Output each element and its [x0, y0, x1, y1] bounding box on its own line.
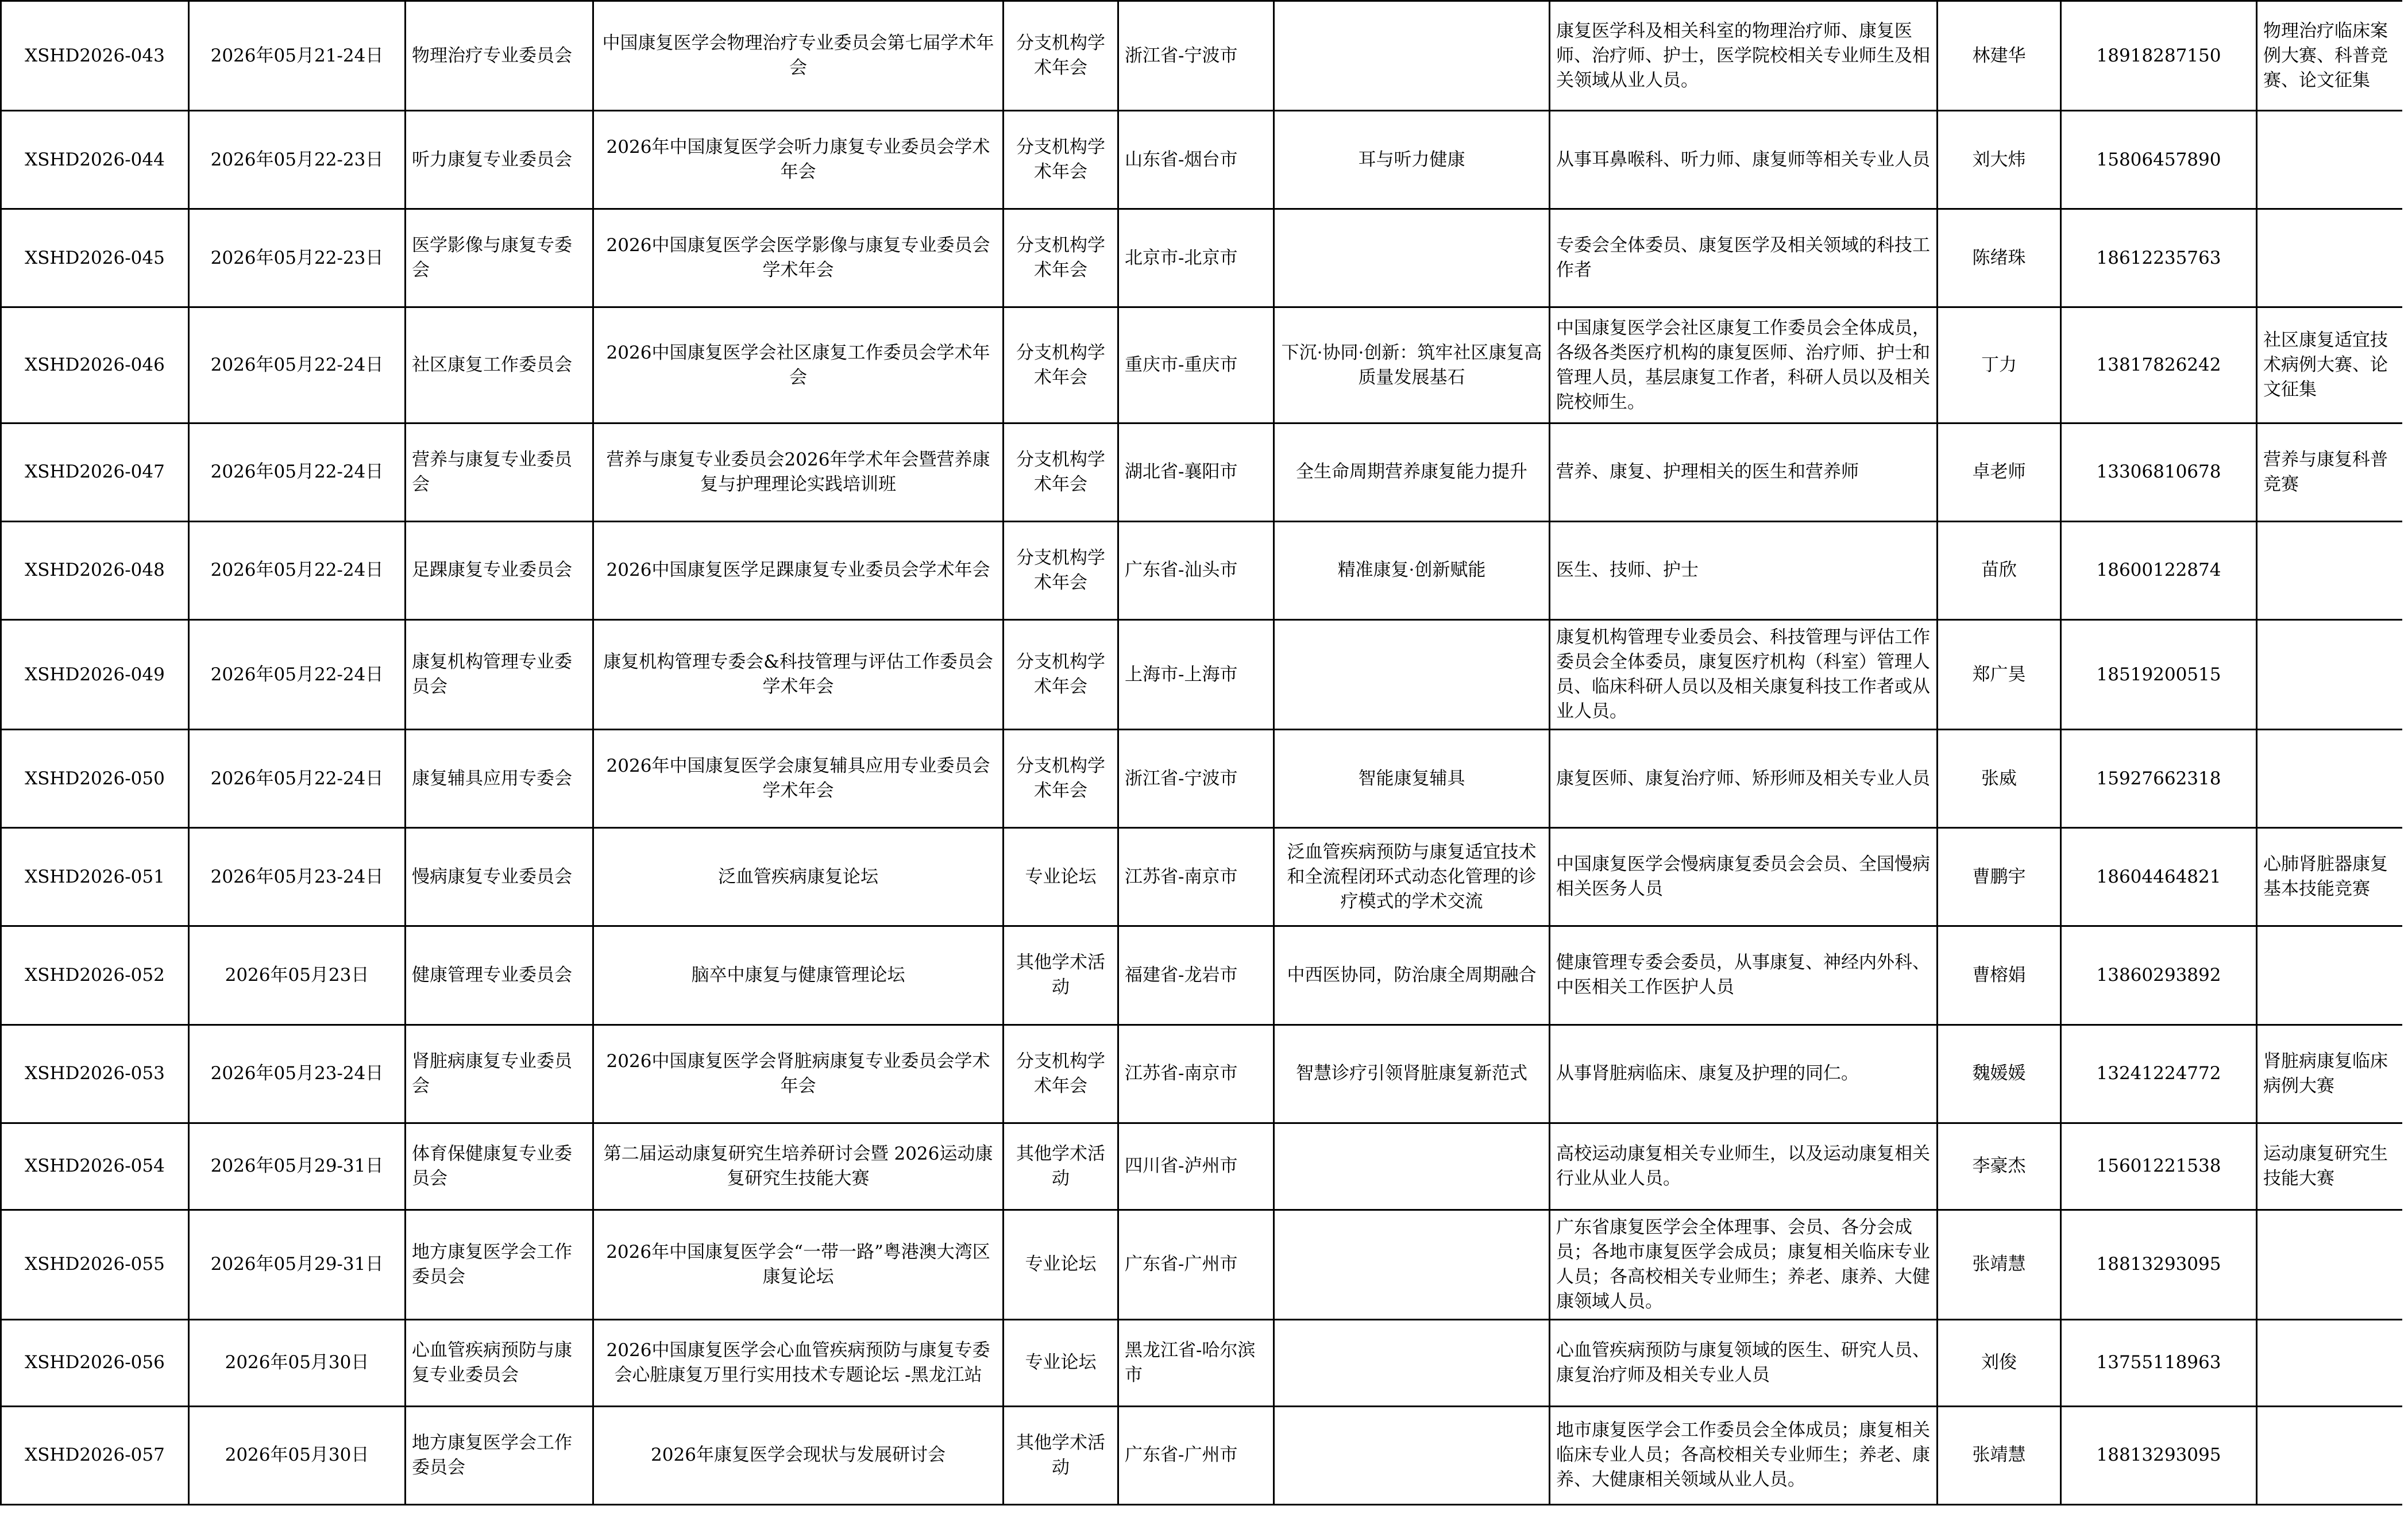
contact-person-cell: 刘大炜	[1938, 111, 2061, 209]
activity-type-cell: 分支机构学术年会	[1004, 1025, 1118, 1123]
activity-code-cell: XSHD2026-054	[1, 1123, 189, 1210]
theme-cell	[1274, 209, 1550, 307]
contact-person-cell: 郑广昊	[1938, 619, 2061, 729]
related-activities-cell	[2257, 1406, 2402, 1504]
contact-person-cell: 李豪杰	[1938, 1123, 2061, 1210]
contact-person-cell: 卓老师	[1938, 423, 2061, 521]
organizer-cell: 康复机构管理专业委员会	[406, 619, 593, 729]
contact-phone-cell: 15927662318	[2061, 730, 2257, 828]
activity-name-cell: 2026年康复医学会现状与发展研讨会	[593, 1406, 1004, 1504]
table-body	[1, 1, 2402, 1505]
theme-cell	[1274, 1319, 1550, 1406]
activity-code-cell: XSHD2026-055	[1, 1210, 189, 1319]
contact-person-cell: 张靖慧	[1938, 1406, 2061, 1504]
activity-name-cell: 脑卒中康复与健康管理论坛	[593, 926, 1004, 1025]
related-activities-cell	[2257, 521, 2402, 619]
activity-name-cell: 康复机构管理专委会&科技管理与评估工作委员会学术年会	[593, 619, 1004, 729]
theme-cell	[1274, 1, 1550, 111]
activity-date-cell: 2026年05月30日	[189, 1319, 406, 1406]
contact-phone-cell: 13860293892	[2061, 926, 2257, 1025]
organizer-cell: 社区康复工作委员会	[406, 307, 593, 423]
contact-phone-cell: 18612235763	[2061, 209, 2257, 307]
activity-name-cell: 2026中国康复医学会医学影像与康复专业委员会学术年会	[593, 209, 1004, 307]
activity-date-cell: 2026年05月23日	[189, 926, 406, 1025]
activity-type-cell: 分支机构学术年会	[1004, 307, 1118, 423]
location-cell: 广东省-广州市	[1118, 1406, 1274, 1504]
related-activities-cell: 营养与康复科普竞赛	[2257, 423, 2402, 521]
theme-cell: 精准康复·创新赋能	[1274, 521, 1550, 619]
activity-type-cell: 专业论坛	[1004, 1210, 1118, 1319]
theme-cell: 全生命周期营养康复能力提升	[1274, 423, 1550, 521]
related-activities-cell: 心肺肾脏器康复基本技能竞赛	[2257, 828, 2402, 926]
organizer-cell: 肾脏病康复专业委员会	[406, 1025, 593, 1123]
location-cell: 浙江省-宁波市	[1118, 1, 1274, 111]
table-row	[1, 619, 2402, 729]
organizer-cell: 慢病康复专业委员会	[406, 828, 593, 926]
contact-person-cell: 苗欣	[1938, 521, 2061, 619]
related-activities-cell	[2257, 209, 2402, 307]
location-cell: 北京市-北京市	[1118, 209, 1274, 307]
contact-person-cell: 张威	[1938, 730, 2061, 828]
contact-person-cell: 魏媛媛	[1938, 1025, 2061, 1123]
theme-cell: 耳与听力健康	[1274, 111, 1550, 209]
contact-person-cell: 曹榕娟	[1938, 926, 2061, 1025]
related-activities-cell	[2257, 1319, 2402, 1406]
audience-cell: 地市康复医学会工作委员会全体成员；康复相关临床专业人员；各高校相关专业师生；养老、康养、大健康相关领域从业人员。	[1550, 1406, 1938, 1504]
contact-phone-cell: 13817826242	[2061, 307, 2257, 423]
activity-type-cell: 其他学术活动	[1004, 926, 1118, 1025]
table-row	[1, 209, 2402, 307]
organizer-cell: 听力康复专业委员会	[406, 111, 593, 209]
location-cell: 浙江省-宁波市	[1118, 730, 1274, 828]
location-cell: 上海市-上海市	[1118, 619, 1274, 729]
activity-name-cell: 2026中国康复医学会社区康复工作委员会学术年会	[593, 307, 1004, 423]
activity-name-cell: 泛血管疾病康复论坛	[593, 828, 1004, 926]
contact-phone-cell: 18519200515	[2061, 619, 2257, 729]
theme-cell	[1274, 1123, 1550, 1210]
contact-phone-cell: 13241224772	[2061, 1025, 2257, 1123]
activity-code-cell: XSHD2026-052	[1, 926, 189, 1025]
activity-code-cell: XSHD2026-053	[1, 1025, 189, 1123]
activity-name-cell: 2026年中国康复医学会康复辅具应用专业委员会学术年会	[593, 730, 1004, 828]
activity-code-cell: XSHD2026-051	[1, 828, 189, 926]
activity-date-cell: 2026年05月29-31日	[189, 1210, 406, 1319]
related-activities-cell	[2257, 1210, 2402, 1319]
related-activities-cell: 运动康复研究生技能大赛	[2257, 1123, 2402, 1210]
activity-date-cell: 2026年05月22-23日	[189, 209, 406, 307]
contact-phone-cell: 18604464821	[2061, 828, 2257, 926]
table-row	[1, 1406, 2402, 1504]
audience-cell: 从事肾脏病临床、康复及护理的同仁。	[1550, 1025, 1938, 1123]
contact-phone-cell: 18600122874	[2061, 521, 2257, 619]
theme-cell: 下沉·协同·创新：筑牢社区康复高质量发展基石	[1274, 307, 1550, 423]
table-row	[1, 730, 2402, 828]
activity-type-cell: 专业论坛	[1004, 828, 1118, 926]
location-cell: 重庆市-重庆市	[1118, 307, 1274, 423]
contact-phone-cell: 18813293095	[2061, 1406, 2257, 1504]
activity-code-cell: XSHD2026-048	[1, 521, 189, 619]
table-row	[1, 1025, 2402, 1123]
table-row	[1, 111, 2402, 209]
activity-date-cell: 2026年05月23-24日	[189, 1025, 406, 1123]
activity-code-cell: XSHD2026-045	[1, 209, 189, 307]
location-cell: 江苏省-南京市	[1118, 828, 1274, 926]
activity-type-cell: 分支机构学术年会	[1004, 423, 1118, 521]
activity-type-cell: 其他学术活动	[1004, 1406, 1118, 1504]
table-row	[1, 1, 2402, 111]
contact-person-cell: 陈绪珠	[1938, 209, 2061, 307]
location-cell: 广东省-广州市	[1118, 1210, 1274, 1319]
location-cell: 黑龙江省-哈尔滨市	[1118, 1319, 1274, 1406]
table-row	[1, 828, 2402, 926]
related-activities-cell: 肾脏病康复临床病例大赛	[2257, 1025, 2402, 1123]
location-cell: 江苏省-南京市	[1118, 1025, 1274, 1123]
activity-date-cell: 2026年05月22-24日	[189, 521, 406, 619]
activity-name-cell: 2026年中国康复医学会“一带一路”粤港澳大湾区康复论坛	[593, 1210, 1004, 1319]
activity-name-cell: 中国康复医学会物理治疗专业委员会第七届学术年会	[593, 1, 1004, 111]
organizer-cell: 心血管疾病预防与康复专业委员会	[406, 1319, 593, 1406]
theme-cell: 泛血管疾病预防与康复适宜技术和全流程闭环式动态化管理的诊疗模式的学术交流	[1274, 828, 1550, 926]
audience-cell: 广东省康复医学会全体理事、会员、各分会成员；各地市康复医学会成员；康复相关临床专业人员；各高校相关专业师生；养老、康养、大健康领域人员。	[1550, 1210, 1938, 1319]
activity-date-cell: 2026年05月23-24日	[189, 828, 406, 926]
audience-cell: 中国康复医学会慢病康复委员会会员、全国慢病相关医务人员	[1550, 828, 1938, 926]
activity-code-cell: XSHD2026-046	[1, 307, 189, 423]
table-row	[1, 521, 2402, 619]
location-cell: 山东省-烟台市	[1118, 111, 1274, 209]
theme-cell	[1274, 1406, 1550, 1504]
activity-type-cell: 分支机构学术年会	[1004, 1, 1118, 111]
related-activities-cell	[2257, 111, 2402, 209]
contact-person-cell: 丁力	[1938, 307, 2061, 423]
activity-date-cell: 2026年05月21-24日	[189, 1, 406, 111]
activity-code-cell: XSHD2026-056	[1, 1319, 189, 1406]
activity-type-cell: 分支机构学术年会	[1004, 521, 1118, 619]
contact-phone-cell: 18918287150	[2061, 1, 2257, 111]
activity-date-cell: 2026年05月22-24日	[189, 730, 406, 828]
location-cell: 四川省-泸州市	[1118, 1123, 1274, 1210]
contact-phone-cell: 13755118963	[2061, 1319, 2257, 1406]
location-cell: 湖北省-襄阳市	[1118, 423, 1274, 521]
contact-person-cell: 林建华	[1938, 1, 2061, 111]
organizer-cell: 地方康复医学会工作委员会	[406, 1406, 593, 1504]
activity-name-cell: 2026中国康复医学会心血管疾病预防与康复专委会心脏康复万里行实用技术专题论坛 -黑龙江站	[593, 1319, 1004, 1406]
table-row	[1, 926, 2402, 1025]
related-activities-cell	[2257, 619, 2402, 729]
related-activities-cell: 社区康复适宜技术病例大赛、论文征集	[2257, 307, 2402, 423]
theme-cell: 智能康复辅具	[1274, 730, 1550, 828]
audience-cell: 心血管疾病预防与康复领域的医生、研究人员、康复治疗师及相关专业人员	[1550, 1319, 1938, 1406]
activity-date-cell: 2026年05月22-24日	[189, 423, 406, 521]
table-row	[1, 1319, 2402, 1406]
organizer-cell: 医学影像与康复专委会	[406, 209, 593, 307]
theme-cell	[1274, 1210, 1550, 1319]
related-activities-cell	[2257, 730, 2402, 828]
activity-type-cell: 其他学术活动	[1004, 1123, 1118, 1210]
organizer-cell: 足踝康复专业委员会	[406, 521, 593, 619]
theme-cell: 智慧诊疗引领肾脏康复新范式	[1274, 1025, 1550, 1123]
contact-person-cell: 刘俊	[1938, 1319, 2061, 1406]
activity-code-cell: XSHD2026-049	[1, 619, 189, 729]
activity-type-cell: 分支机构学术年会	[1004, 209, 1118, 307]
activity-type-cell: 分支机构学术年会	[1004, 730, 1118, 828]
activity-code-cell: XSHD2026-057	[1, 1406, 189, 1504]
activity-code-cell: XSHD2026-050	[1, 730, 189, 828]
activity-name-cell: 第二届运动康复研究生培养研讨会暨 2026运动康复研究生技能大赛	[593, 1123, 1004, 1210]
activity-date-cell: 2026年05月22-23日	[189, 111, 406, 209]
contact-phone-cell: 15806457890	[2061, 111, 2257, 209]
table-row	[1, 1210, 2402, 1319]
activity-name-cell: 2026中国康复医学会肾脏病康复专业委员会学术年会	[593, 1025, 1004, 1123]
organizer-cell: 康复辅具应用专委会	[406, 730, 593, 828]
audience-cell: 营养、康复、护理相关的医生和营养师	[1550, 423, 1938, 521]
activity-name-cell: 2026年中国康复医学会听力康复专业委员会学术年会	[593, 111, 1004, 209]
organizer-cell: 物理治疗专业委员会	[406, 1, 593, 111]
audience-cell: 康复医学科及相关科室的物理治疗师、康复医师、治疗师、护士，医学院校相关专业师生及相关领域从业人员。	[1550, 1, 1938, 111]
audience-cell: 从事耳鼻喉科、听力师、康复师等相关专业人员	[1550, 111, 1938, 209]
related-activities-cell	[2257, 926, 2402, 1025]
activity-date-cell: 2026年05月22-24日	[189, 307, 406, 423]
activity-name-cell: 营养与康复专业委员会2026年学术年会暨营养康复与护理理论实践培训班	[593, 423, 1004, 521]
audience-cell: 康复机构管理专业委员会、科技管理与评估工作委员会全体委员，康复医疗机构（科室）管理人员、临床科研人员以及相关康复科技工作者或从业人员。	[1550, 619, 1938, 729]
related-activities-cell: 物理治疗临床案例大赛、科普竞赛、论文征集	[2257, 1, 2402, 111]
table-row	[1, 307, 2402, 423]
theme-cell: 中西医协同，防治康全周期融合	[1274, 926, 1550, 1025]
audience-cell: 高校运动康复相关专业师生，以及运动康复相关行业从业人员。	[1550, 1123, 1938, 1210]
table-row	[1, 1123, 2402, 1210]
audience-cell: 医生、技师、护士	[1550, 521, 1938, 619]
location-cell: 广东省-汕头市	[1118, 521, 1274, 619]
location-cell: 福建省-龙岩市	[1118, 926, 1274, 1025]
activity-date-cell: 2026年05月29-31日	[189, 1123, 406, 1210]
activity-date-cell: 2026年05月30日	[189, 1406, 406, 1504]
activity-date-cell: 2026年05月22-24日	[189, 619, 406, 729]
contact-person-cell: 张靖慧	[1938, 1210, 2061, 1319]
audience-cell: 专委会全体委员、康复医学及相关领域的科技工作者	[1550, 209, 1938, 307]
activity-type-cell: 分支机构学术年会	[1004, 111, 1118, 209]
organizer-cell: 体育保健康复专业委员会	[406, 1123, 593, 1210]
activity-code-cell: XSHD2026-043	[1, 1, 189, 111]
audience-cell: 健康管理专委会委员，从事康复、神经内外科、中医相关工作医护人员	[1550, 926, 1938, 1025]
audience-cell: 中国康复医学会社区康复工作委员会全体成员，各级各类医疗机构的康复医师、治疗师、护士和管理人员，基层康复工作者，科研人员以及相关院校师生。	[1550, 307, 1938, 423]
contact-person-cell: 曹鹏宇	[1938, 828, 2061, 926]
activity-code-cell: XSHD2026-044	[1, 111, 189, 209]
organizer-cell: 健康管理专业委员会	[406, 926, 593, 1025]
contact-phone-cell: 13306810678	[2061, 423, 2257, 521]
contact-phone-cell: 18813293095	[2061, 1210, 2257, 1319]
table-row	[1, 423, 2402, 521]
audience-cell: 康复医师、康复治疗师、矫形师及相关专业人员	[1550, 730, 1938, 828]
theme-cell	[1274, 619, 1550, 729]
activity-type-cell: 专业论坛	[1004, 1319, 1118, 1406]
contact-phone-cell: 15601221538	[2061, 1123, 2257, 1210]
organizer-cell: 地方康复医学会工作委员会	[406, 1210, 593, 1319]
activity-type-cell: 分支机构学术年会	[1004, 619, 1118, 729]
activity-name-cell: 2026中国康复医学足踝康复专业委员会学术年会	[593, 521, 1004, 619]
activity-code-cell: XSHD2026-047	[1, 423, 189, 521]
organizer-cell: 营养与康复专业委员会	[406, 423, 593, 521]
